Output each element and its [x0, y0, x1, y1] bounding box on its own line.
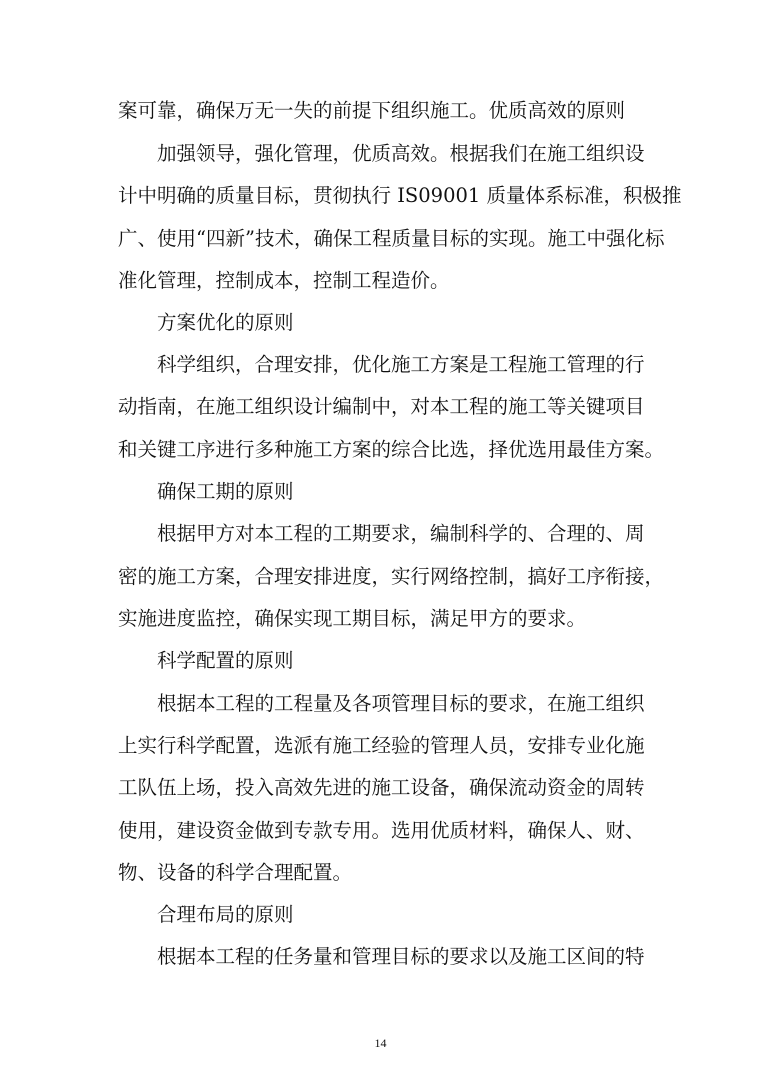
- text-line-19: 物、设备的科学合理配置。: [118, 861, 353, 884]
- text-line-18: 使用，建设资金做到专款专用。选用优质材料，确保人、财、: [118, 819, 645, 842]
- text-line-9: 和关键工序进行多种施工方案的综合比选，择优选用最佳方案。: [118, 438, 665, 461]
- text-line-3: 计中明确的质量目标，贯彻执行 IS09001 质量体系标准，积极推: [118, 184, 682, 207]
- text-line-21: 根据本工程的任务量和管理目标的要求以及施工区间的特: [157, 945, 645, 968]
- section-heading-scheme-optimization: 方案优化的原则: [157, 311, 294, 334]
- page-number: 14: [374, 1036, 387, 1050]
- text-line-1: 案可靠，确保万无一失的前提下组织施工。优质高效的原则: [118, 99, 626, 122]
- text-line-12: 密的施工方案，合理安排进度，实行网络控制，搞好工序衔接，: [118, 565, 665, 588]
- text-line-16: 上实行科学配置，选派有施工经验的管理人员，安排专业化施: [118, 734, 645, 757]
- text-line-4: 广、使用“四新”技术，确保工程质量目标的实现。施工中强化标: [118, 227, 665, 250]
- text-line-11: 根据甲方对本工程的工期要求，编制科学的、合理的、周: [157, 522, 645, 545]
- text-line-17: 工队伍上场，投入高效先进的施工设备，确保流动资金的周转: [118, 776, 645, 799]
- text-line-2: 加强领导，强化管理，优质高效。根据我们在施工组织设: [157, 142, 645, 165]
- text-line-8: 动指南，在施工组织设计编制中，对本工程的施工等关键项目: [118, 395, 645, 418]
- text-line-15: 根据本工程的工程量及各项管理目标的要求，在施工组织: [157, 692, 645, 715]
- text-line-7: 科学组织，合理安排，优化施工方案是工程施工管理的行: [157, 353, 645, 376]
- text-line-5: 准化管理，控制成本，控制工程造价。: [118, 269, 450, 292]
- section-heading-schedule: 确保工期的原则: [157, 480, 294, 503]
- section-heading-scientific-allocation: 科学配置的原则: [157, 649, 294, 672]
- section-heading-layout: 合理布局的原则: [157, 903, 294, 926]
- text-line-13: 实施进度监控，确保实现工期目标，满足甲方的要求。: [118, 607, 587, 630]
